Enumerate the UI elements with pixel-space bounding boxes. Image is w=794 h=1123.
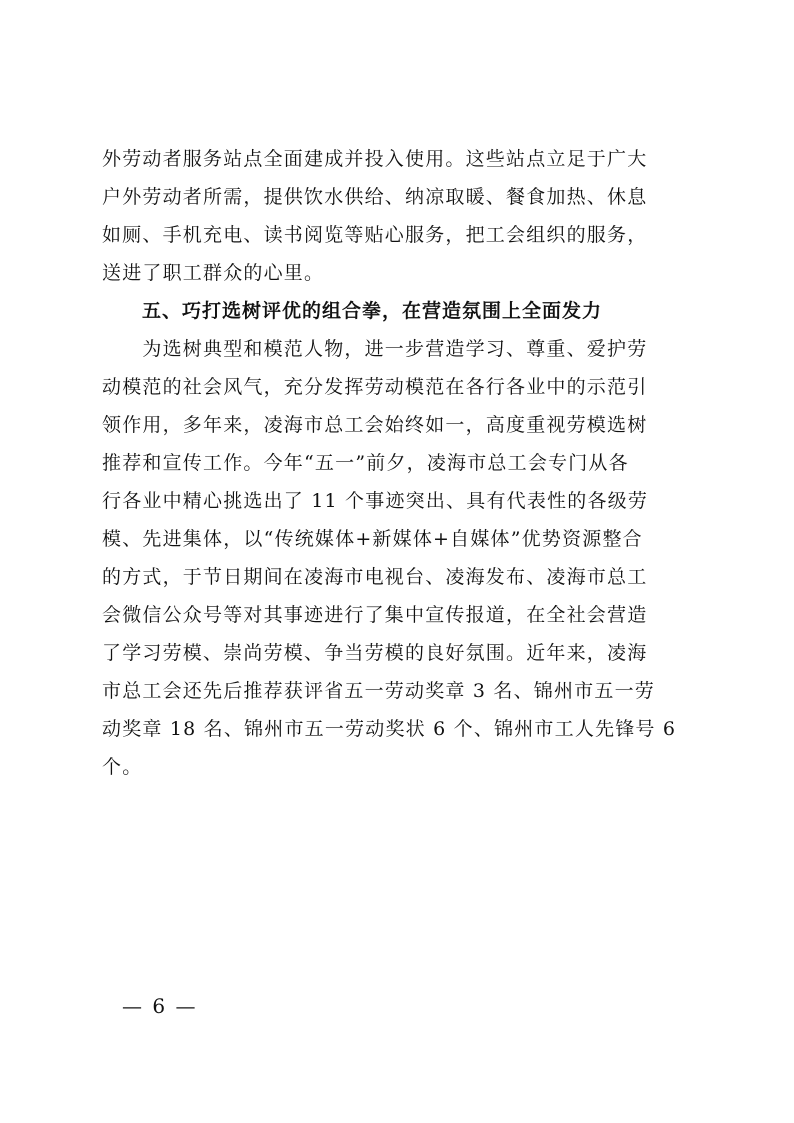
paragraph-line: 行各业中精心挑选出了 11 个事迹突出、具有代表性的各级劳	[102, 490, 649, 512]
paragraph-line: 推荐和宣传工作。今年“五一”前夕，凌海市总工会专门从各	[102, 452, 629, 474]
section-heading: 五、巧打选树评优的组合拳，在营造氛围上全面发力	[142, 300, 603, 322]
paragraph-line: 送进了职工群众的心里。	[102, 262, 325, 284]
paragraph-line: 模、先进集体，以“传统媒体+新媒体+自媒体”优势资源整合	[102, 528, 643, 550]
paragraph-line: 市总工会还先后推荐获评省五一劳动奖章 3 名、锦州市五一劳	[102, 680, 655, 702]
paragraph-line: 的方式，于节日期间在凌海市电视台、凌海发布、凌海市总工	[102, 566, 648, 588]
paragraph-line: 为选树典型和模范人物，进一步营造学习、尊重、爱护劳	[102, 338, 648, 360]
paragraph-line: 动奖章 18 名、锦州市五一劳动奖状 6 个、锦州市工人先锋号 6	[102, 718, 677, 740]
paragraph-line: 户外劳动者所需，提供饮水供给、纳凉取暖、餐食加热、休息	[102, 186, 648, 208]
paragraph-line: 如厕、手机充电、读书阅览等贴心服务，把工会组织的服务，	[102, 224, 648, 246]
paragraph-line: 领作用，多年来，凌海市总工会始终如一，高度重视劳模选树	[102, 414, 648, 436]
paragraph-line: 会微信公众号等对其事迹进行了集中宣传报道，在全社会营造	[102, 604, 648, 626]
paragraph-line: 个。	[102, 756, 143, 778]
paragraph-line: 动模范的社会风气，充分发挥劳动模范在各行各业中的示范引	[102, 376, 648, 398]
body-text	[102, 140, 694, 786]
paragraph-line: 外劳动者服务站点全面建成并投入使用。这些站点立足于广大	[102, 148, 648, 170]
paragraph-line: 了学习劳模、崇尚劳模、争当劳模的良好氛围。近年来，凌海	[102, 642, 648, 664]
page-number: — 6 —	[122, 994, 198, 1018]
